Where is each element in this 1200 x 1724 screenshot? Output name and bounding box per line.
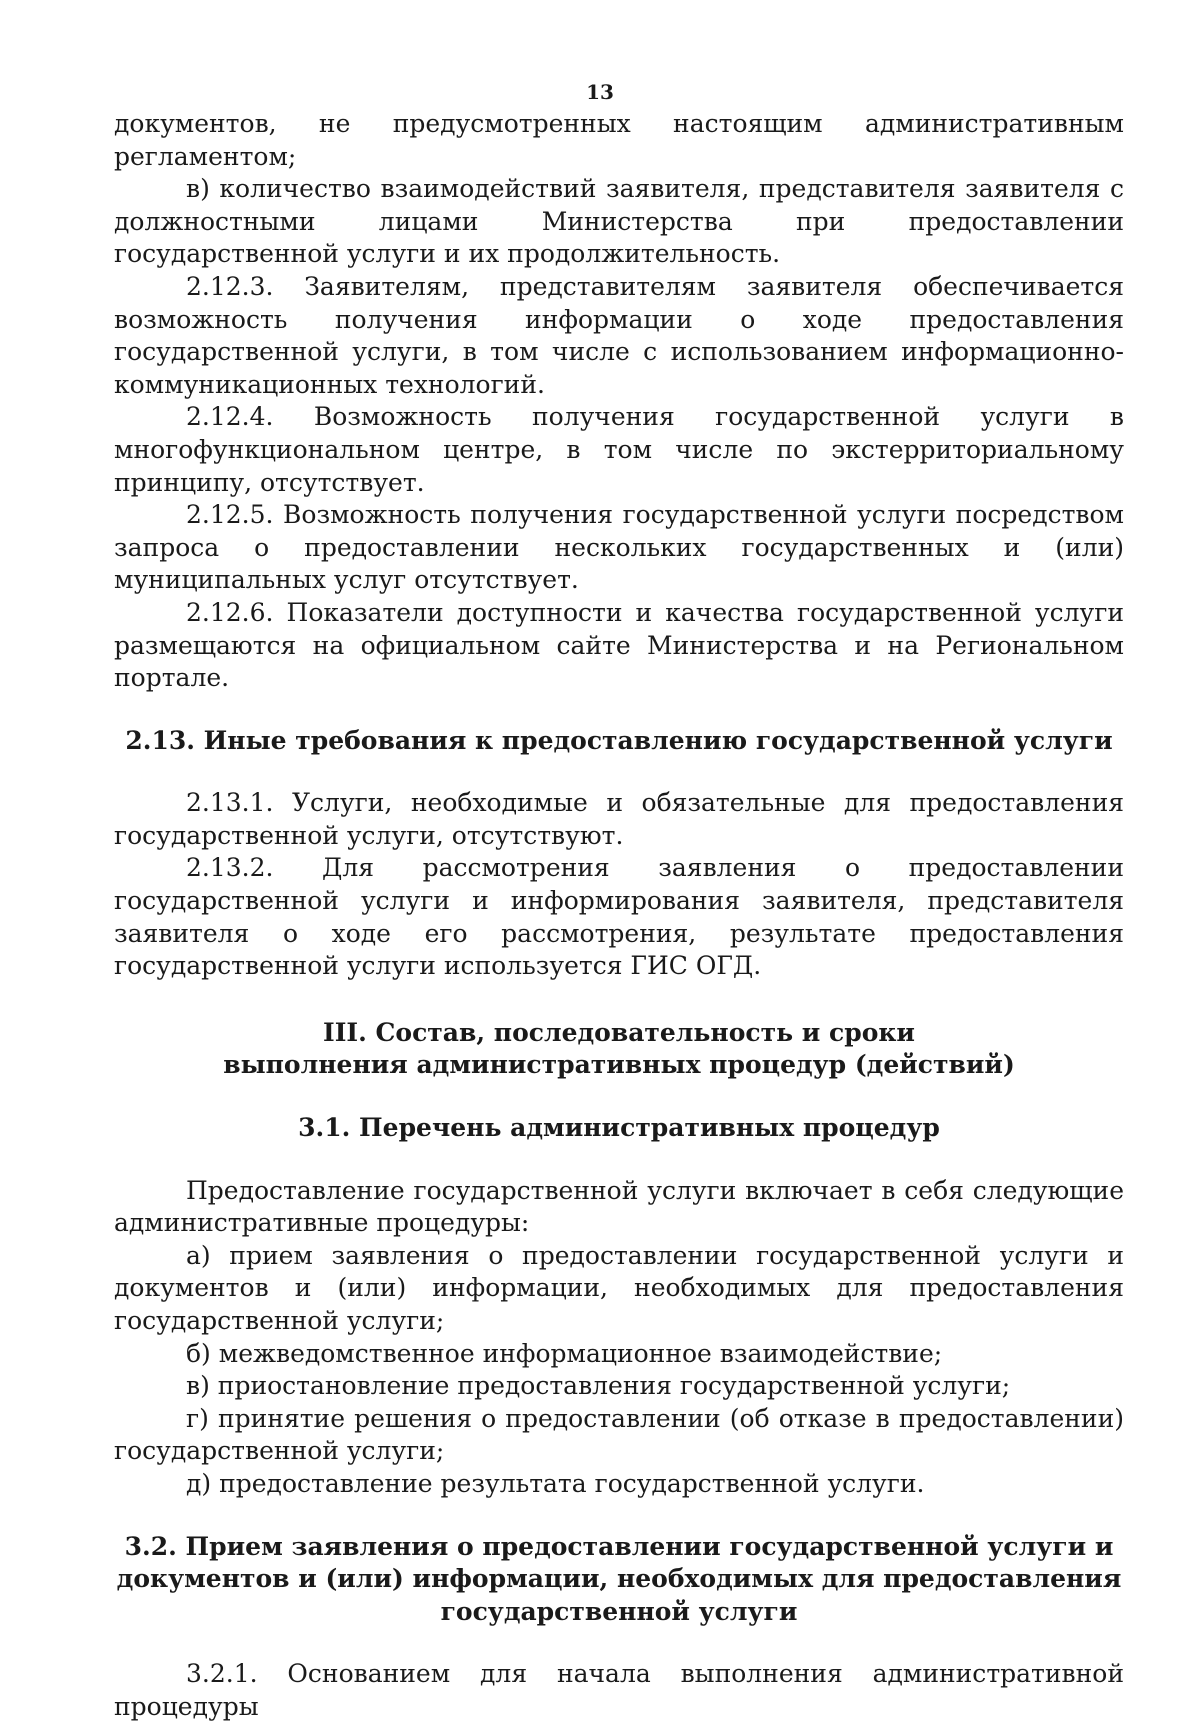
- paragraph-item-v: в) количество взаимодействий заявителя, представителя заявителя с должностными лицами Министерства при предоставлении государственной услуги и их продолжительность.: [114, 174, 1124, 269]
- list-item-d: д) предоставление результата государственной услуги.: [186, 1468, 925, 1498]
- paragraph-2-13-1: 2.13.1. Услуги, необходимые и обязательные для предоставления государственной услуги, отсутствуют.: [114, 788, 1124, 850]
- heading-3-2-line1: 3.2. Прием заявления о предоставлении государственной услуги и: [124, 1531, 1114, 1561]
- list-item-g: г) принятие решения о предоставлении (об отказе в предоставлении) государственной услуги;: [114, 1403, 1124, 1466]
- heading-section-iii-line1: III. Состав, последовательность и сроки: [323, 1017, 915, 1047]
- heading-2-13: 2.13. Иные требования к предоставлению государственной услуги: [125, 725, 1113, 755]
- page-number: 13: [586, 80, 614, 104]
- paragraph-2-12-6: 2.12.6. Показатели доступности и качества государственной услуги размещаются на официальном сайте Министерства и на Региональном портале.: [114, 597, 1124, 693]
- paragraph-2-12-5: 2.12.5. Возможность получения государственной услуги посредством запроса о предоставлении нескольких государственных и (или) муниципальных услуг отсутствует.: [114, 500, 1124, 595]
- list-item-a: а) прием заявления о предоставлении государственной услуги и документов и (или) информации, необходимых для предоставления государственной услуги;: [114, 1240, 1124, 1335]
- paragraph-3-2-1: 3.2.1. Основанием для начала выполнения административной процедуры: [114, 1659, 1124, 1721]
- list-item-b: б) межведомственное информационное взаимодействие;: [186, 1338, 943, 1368]
- paragraph-continuation: документов, не предусмотренных настоящим административным регламентом;: [114, 109, 1124, 171]
- heading-section-iii-line2: выполнения административных процедур (действий): [223, 1050, 1015, 1080]
- paragraph-3-1-intro: Предоставление государственной услуги включает в себя следующие административные процедуры:: [114, 1175, 1124, 1238]
- paragraph-2-12-4: 2.12.4. Возможность получения государственной услуги в многофункциональном центре, в том числе по экстерриториальному принципу, отсутствует.: [114, 402, 1124, 497]
- document-body: [114, 108, 1124, 1724]
- paragraph-2-12-3: 2.12.3. Заявителям, представителям заявителя обеспечивается возможность получения информации о ходе предоставления государственной услуги, в том числе с использованием информационно-коммуникационных технологий.: [114, 271, 1124, 399]
- heading-3-2-line2: документов и (или) информации, необходимых для предоставления: [116, 1564, 1122, 1594]
- heading-3-2-line3: государственной услуги: [440, 1596, 798, 1626]
- heading-3-1: 3.1. Перечень административных процедур: [298, 1113, 940, 1143]
- paragraph-2-13-2: 2.13.2. Для рассмотрения заявления о предоставлении государственной услуги и информирования заявителя, представителя заявителя о ходе его рассмотрения, результате предоставления государственной услуги используется ГИС ОГД.: [114, 853, 1124, 981]
- list-item-v: в) приостановление предоставления государственной услуги;: [186, 1371, 1011, 1401]
